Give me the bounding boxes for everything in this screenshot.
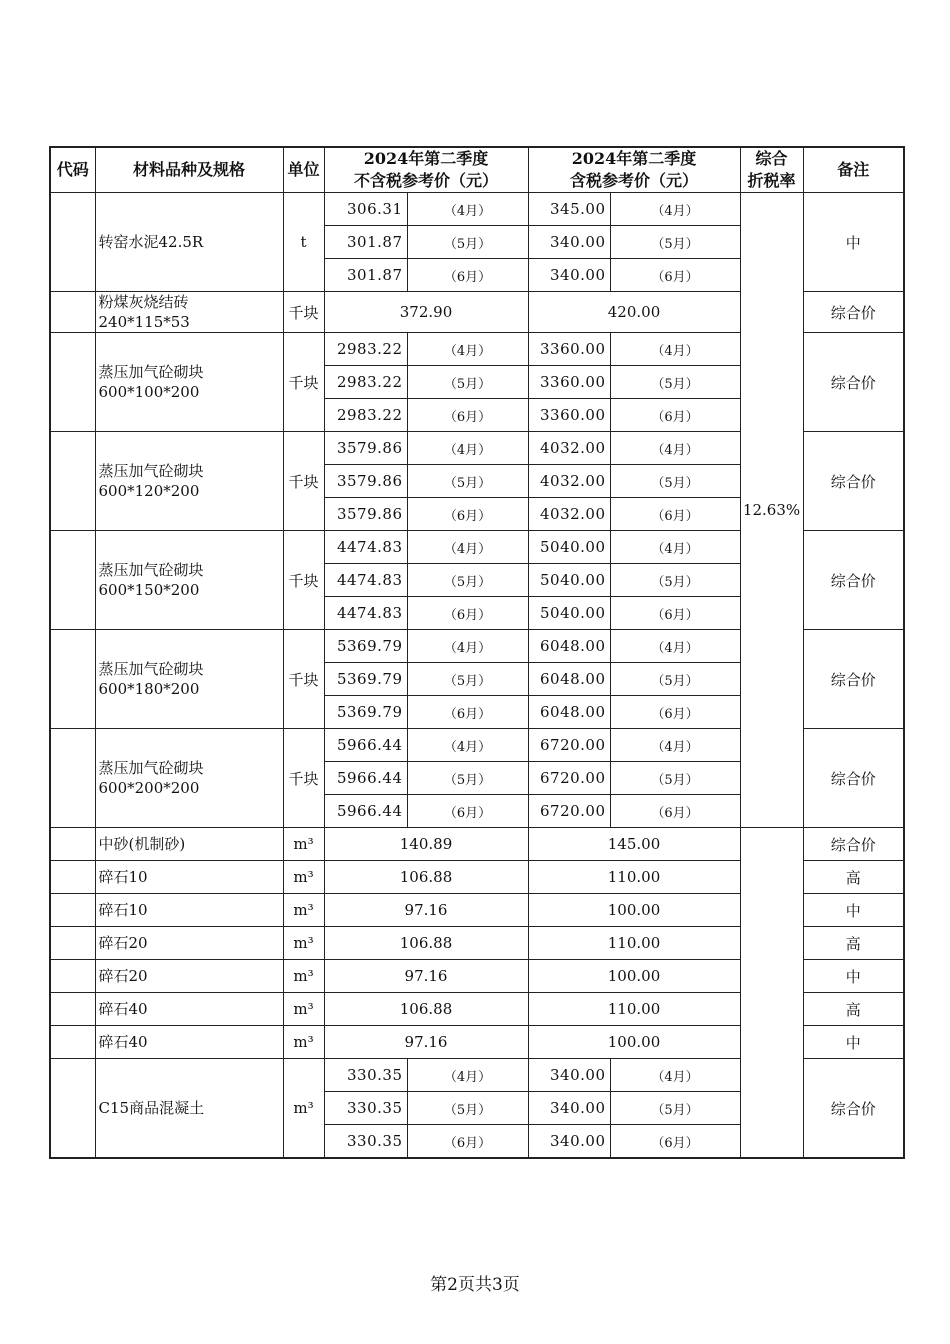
material-name: 蒸压加气砼砌块 600*150*200 — [95, 531, 283, 630]
price-incl: 5040.00 — [528, 564, 610, 597]
material-name: 蒸压加气砼砌块 600*120*200 — [95, 432, 283, 531]
month-label: （5月） — [610, 663, 740, 696]
price-incl: 6048.00 — [528, 663, 610, 696]
price-incl: 345.00 — [528, 193, 610, 226]
month-label: （6月） — [407, 597, 528, 630]
material-name: 碎石20 — [95, 927, 283, 960]
note-cell: 综合价 — [803, 1059, 904, 1159]
code-cell — [50, 1059, 95, 1159]
unit-cell: 千块 — [283, 729, 324, 828]
code-cell — [50, 861, 95, 894]
month-label: （4月） — [610, 729, 740, 762]
price-incl: 340.00 — [528, 1059, 610, 1092]
month-label: （6月） — [610, 696, 740, 729]
month-label: （4月） — [407, 1059, 528, 1092]
code-cell — [50, 828, 95, 861]
month-label: （6月） — [610, 1125, 740, 1159]
month-label: （4月） — [407, 729, 528, 762]
price-excl: 330.35 — [324, 1092, 407, 1125]
code-cell — [50, 993, 95, 1026]
material-name: 蒸压加气砼砌块 600*100*200 — [95, 333, 283, 432]
price-incl: 100.00 — [528, 960, 740, 993]
header-rate — [740, 147, 803, 193]
price-excl: 140.89 — [324, 828, 528, 861]
month-label: （5月） — [610, 366, 740, 399]
month-label: （6月） — [610, 399, 740, 432]
month-label: （4月） — [610, 1059, 740, 1092]
unit-cell: m³ — [283, 828, 324, 861]
code-cell — [50, 432, 95, 531]
header-note: 备注 — [803, 147, 904, 193]
note-cell: 高 — [803, 993, 904, 1026]
price-excl: 106.88 — [324, 861, 528, 894]
material-name: 碎石10 — [95, 894, 283, 927]
price-incl: 5040.00 — [528, 597, 610, 630]
price-excl: 2983.22 — [324, 333, 407, 366]
price-table — [49, 146, 905, 1159]
code-cell — [50, 729, 95, 828]
note-cell: 中 — [803, 960, 904, 993]
header-code: 代码 — [50, 147, 95, 193]
unit-cell: 千块 — [283, 531, 324, 630]
note-cell: 高 — [803, 927, 904, 960]
page-footer: 第2页共3页 — [430, 1275, 520, 1295]
price-incl: 6048.00 — [528, 696, 610, 729]
price-excl: 97.16 — [324, 960, 528, 993]
code-cell — [50, 193, 95, 292]
code-cell — [50, 531, 95, 630]
table-body — [50, 193, 904, 1159]
month-label: （4月） — [407, 531, 528, 564]
price-excl: 5966.44 — [324, 762, 407, 795]
month-label: （4月） — [610, 333, 740, 366]
material-name: 中砂(机制砂) — [95, 828, 283, 861]
price-excl: 330.35 — [324, 1059, 407, 1092]
price-excl: 2983.22 — [324, 399, 407, 432]
price-excl: 97.16 — [324, 1026, 528, 1059]
price-excl: 4474.83 — [324, 531, 407, 564]
price-excl: 301.87 — [324, 226, 407, 259]
price-excl: 3579.86 — [324, 498, 407, 531]
header-material: 材料品种及规格 — [95, 147, 283, 193]
code-cell — [50, 894, 95, 927]
unit-cell: m³ — [283, 894, 324, 927]
month-label: （6月） — [610, 259, 740, 292]
note-cell: 综合价 — [803, 630, 904, 729]
material-name: 转窑水泥42.5R — [95, 193, 283, 292]
month-label: （4月） — [610, 630, 740, 663]
header-price-incl-line1: 2024年第二季度 — [571, 149, 697, 168]
price-excl: 5369.79 — [324, 630, 407, 663]
price-excl: 5369.79 — [324, 696, 407, 729]
note-cell: 高 — [803, 861, 904, 894]
unit-cell: 千块 — [283, 333, 324, 432]
unit-cell: 千块 — [283, 292, 324, 333]
month-label: （4月） — [610, 193, 740, 226]
price-excl: 5966.44 — [324, 795, 407, 828]
header-price-excl-line2: 不含税参考价（元） — [354, 171, 499, 190]
price-incl: 340.00 — [528, 259, 610, 292]
price-excl: 5966.44 — [324, 729, 407, 762]
price-incl: 4032.00 — [528, 498, 610, 531]
note-cell: 综合价 — [803, 432, 904, 531]
note-cell: 综合价 — [803, 531, 904, 630]
month-label: （5月） — [610, 465, 740, 498]
material-name: 蒸压加气砼砌块 600*180*200 — [95, 630, 283, 729]
price-excl: 106.88 — [324, 927, 528, 960]
rate-cell-empty — [740, 828, 803, 1159]
unit-cell: m³ — [283, 861, 324, 894]
month-label: （4月） — [407, 630, 528, 663]
month-label: （4月） — [610, 531, 740, 564]
material-name: 粉煤灰烧结砖 240*115*53 — [95, 292, 283, 333]
price-incl: 110.00 — [528, 927, 740, 960]
month-label: （5月） — [407, 465, 528, 498]
month-label: （5月） — [407, 366, 528, 399]
material-name: C15商品混凝土 — [95, 1059, 283, 1159]
table-row — [50, 193, 904, 226]
unit-cell: m³ — [283, 1059, 324, 1159]
code-cell — [50, 960, 95, 993]
material-name: 碎石40 — [95, 993, 283, 1026]
price-incl: 340.00 — [528, 226, 610, 259]
price-incl: 100.00 — [528, 894, 740, 927]
material-name: 碎石10 — [95, 861, 283, 894]
price-incl: 100.00 — [528, 1026, 740, 1059]
price-incl: 6720.00 — [528, 729, 610, 762]
material-name: 碎石20 — [95, 960, 283, 993]
code-cell — [50, 927, 95, 960]
price-excl: 2983.22 — [324, 366, 407, 399]
material-name: 蒸压加气砼砌块 600*200*200 — [95, 729, 283, 828]
table-header — [50, 147, 904, 193]
price-excl: 3579.86 — [324, 465, 407, 498]
unit-cell: m³ — [283, 993, 324, 1026]
month-label: （6月） — [407, 259, 528, 292]
price-incl: 6720.00 — [528, 795, 610, 828]
price-incl: 110.00 — [528, 861, 740, 894]
header-price-incl — [528, 147, 740, 193]
code-cell — [50, 292, 95, 333]
price-incl: 4032.00 — [528, 465, 610, 498]
price-excl: 5369.79 — [324, 663, 407, 696]
price-excl: 97.16 — [324, 894, 528, 927]
code-cell — [50, 630, 95, 729]
price-excl: 4474.83 — [324, 564, 407, 597]
note-cell: 中 — [803, 1026, 904, 1059]
month-label: （6月） — [610, 498, 740, 531]
note-cell: 综合价 — [803, 828, 904, 861]
code-cell — [50, 333, 95, 432]
header-price-incl-line2: 含税参考价（元） — [570, 171, 699, 190]
price-excl: 301.87 — [324, 259, 407, 292]
header-rate-line2: 折税率 — [747, 171, 796, 190]
unit-cell: m³ — [283, 927, 324, 960]
month-label: （5月） — [407, 564, 528, 597]
code-cell — [50, 1026, 95, 1059]
month-label: （6月） — [407, 498, 528, 531]
price-excl: 4474.83 — [324, 597, 407, 630]
price-excl: 372.90 — [324, 292, 528, 333]
price-excl: 330.35 — [324, 1125, 407, 1159]
material-name: 碎石40 — [95, 1026, 283, 1059]
price-excl: 306.31 — [324, 193, 407, 226]
month-label: （4月） — [610, 432, 740, 465]
month-label: （5月） — [407, 1092, 528, 1125]
month-label: （5月） — [610, 564, 740, 597]
price-incl: 3360.00 — [528, 333, 610, 366]
unit-cell: 千块 — [283, 630, 324, 729]
note-cell: 综合价 — [803, 729, 904, 828]
month-label: （6月） — [610, 597, 740, 630]
unit-cell: t — [283, 193, 324, 292]
unit-cell: m³ — [283, 1026, 324, 1059]
price-incl: 145.00 — [528, 828, 740, 861]
month-label: （5月） — [407, 226, 528, 259]
price-incl: 5040.00 — [528, 531, 610, 564]
note-cell: 中 — [803, 894, 904, 927]
price-incl: 3360.00 — [528, 366, 610, 399]
rate-cell: 12.63% — [740, 193, 803, 828]
price-incl: 6048.00 — [528, 630, 610, 663]
unit-cell: 千块 — [283, 432, 324, 531]
month-label: （5月） — [610, 1092, 740, 1125]
price-incl: 3360.00 — [528, 399, 610, 432]
month-label: （6月） — [610, 795, 740, 828]
price-incl: 6720.00 — [528, 762, 610, 795]
table-row — [50, 828, 904, 861]
header-rate-line1: 综合 — [755, 149, 788, 168]
price-incl: 110.00 — [528, 993, 740, 1026]
note-cell: 中 — [803, 193, 904, 292]
month-label: （5月） — [407, 663, 528, 696]
header-price-excl-line1: 2024年第二季度 — [363, 149, 489, 168]
note-cell: 综合价 — [803, 292, 904, 333]
month-label: （6月） — [407, 1125, 528, 1159]
month-label: （5月） — [610, 226, 740, 259]
price-incl: 340.00 — [528, 1125, 610, 1159]
month-label: （6月） — [407, 399, 528, 432]
month-label: （5月） — [610, 762, 740, 795]
month-label: （4月） — [407, 432, 528, 465]
month-label: （6月） — [407, 795, 528, 828]
month-label: （4月） — [407, 333, 528, 366]
price-incl: 340.00 — [528, 1092, 610, 1125]
note-cell: 综合价 — [803, 333, 904, 432]
unit-cell: m³ — [283, 960, 324, 993]
month-label: （4月） — [407, 193, 528, 226]
price-incl: 420.00 — [528, 292, 740, 333]
month-label: （6月） — [407, 696, 528, 729]
price-excl: 3579.86 — [324, 432, 407, 465]
month-label: （5月） — [407, 762, 528, 795]
header-price-excl — [324, 147, 528, 193]
price-excl: 106.88 — [324, 993, 528, 1026]
header-unit: 单位 — [283, 147, 324, 193]
price-incl: 4032.00 — [528, 432, 610, 465]
